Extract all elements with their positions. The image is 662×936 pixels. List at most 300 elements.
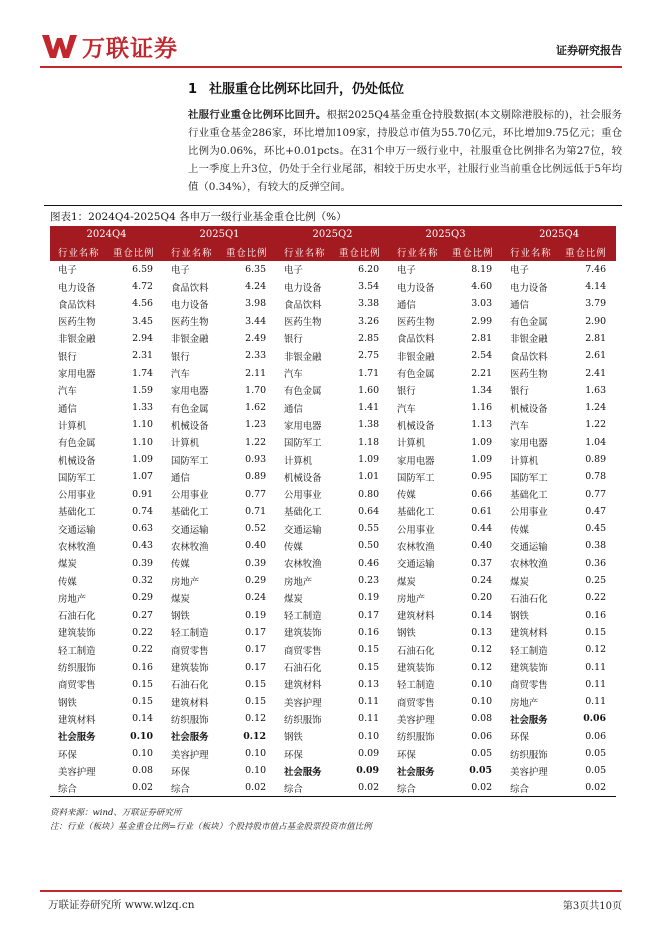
industry-cell: 电子 <box>171 265 190 277</box>
industry-cell: 汽车 <box>171 369 190 381</box>
industry-cell: 有色金属 <box>58 438 96 450</box>
ratio-cell: 0.71 <box>245 505 267 517</box>
ratio-cell: 1.23 <box>245 419 267 431</box>
ratio-cell: 0.10 <box>130 730 154 742</box>
report-type-label: 证券研究报告 <box>556 44 622 57</box>
industry-cell: 环保 <box>397 749 416 761</box>
table-row <box>50 780 616 797</box>
industry-cell: 公用事业 <box>284 490 322 502</box>
ratio-cell: 0.12 <box>585 644 607 656</box>
ratio-cell: 3.45 <box>132 315 154 327</box>
industry-cell: 家用电器 <box>171 386 209 398</box>
industry-cell: 石油石化 <box>58 611 96 623</box>
ratio-cell: 1.22 <box>245 436 267 448</box>
ratio-cell: 1.09 <box>358 454 380 465</box>
ratio-cell: 0.78 <box>585 471 607 483</box>
ratio-cell: 2.54 <box>471 350 493 362</box>
industry-cell: 煤炭 <box>171 593 190 605</box>
ratio-cell: 0.40 <box>471 540 493 552</box>
industry-column-header: 行业名称 <box>163 243 226 260</box>
paragraph-lead: 社服行业重仓比例环比回升。 <box>188 109 327 121</box>
ratio-cell: 6.20 <box>358 263 380 275</box>
ratio-cell: 2.85 <box>358 332 380 344</box>
ratio-cell: 4.24 <box>245 281 267 293</box>
industry-cell: 非银金融 <box>510 334 548 346</box>
ratio-cell: 0.23 <box>358 575 380 587</box>
ratio-cell: 1.09 <box>471 454 493 465</box>
ratio-cell: 3.79 <box>585 298 607 310</box>
ratio-cell: 2.99 <box>471 315 493 327</box>
industry-cell: 建筑装饰 <box>171 663 209 675</box>
ratio-cell: 0.12 <box>245 713 267 725</box>
industry-cell: 通信 <box>58 403 77 415</box>
ratio-cell: 3.38 <box>358 298 380 310</box>
industry-cell: 国防军工 <box>171 455 209 467</box>
industry-cell: 食品饮料 <box>58 299 96 311</box>
industry-cell: 轻工制造 <box>284 611 322 623</box>
ratio-cell: 1.70 <box>245 384 267 396</box>
ratio-cell: 0.37 <box>471 557 493 569</box>
industry-cell: 农林牧渔 <box>284 559 322 571</box>
ratio-cell: 0.29 <box>245 575 267 587</box>
table-row <box>50 745 616 762</box>
industry-cell: 汽车 <box>397 403 416 415</box>
ratio-cell: 2.90 <box>585 315 607 327</box>
industry-cell: 有色金属 <box>510 317 548 329</box>
ratio-column-header: 重仓比例 <box>113 243 163 260</box>
industry-cell: 公用事业 <box>58 490 96 502</box>
industry-cell: 机械设备 <box>58 455 96 467</box>
ratio-cell: 1.24 <box>585 402 607 414</box>
ratio-cell: 0.02 <box>452 780 502 797</box>
period-header: 2025Q3 <box>389 226 502 243</box>
industry-cell: 农林牧渔 <box>58 541 96 553</box>
ratio-cell: 0.13 <box>471 626 493 638</box>
ratio-cell: 1.01 <box>358 471 380 483</box>
ratio-cell: 0.05 <box>469 765 493 777</box>
industry-cell: 房地产 <box>58 593 87 605</box>
industry-cell: 电力设备 <box>510 282 548 294</box>
ratio-cell: 0.24 <box>245 592 267 604</box>
period-header: 2025Q1 <box>163 226 276 243</box>
industry-cell: 传媒 <box>171 559 190 571</box>
ratio-cell: 2.21 <box>471 367 493 379</box>
ratio-cell: 0.63 <box>132 523 154 535</box>
table-row <box>50 520 616 537</box>
ratio-cell: 0.14 <box>132 713 154 725</box>
industry-cell: 钢铁 <box>171 611 190 623</box>
ratio-cell: 3.03 <box>471 298 493 310</box>
industry-cell: 计算机 <box>171 438 200 450</box>
ratio-cell: 0.89 <box>585 454 607 465</box>
industry-cell: 公用事业 <box>171 490 209 502</box>
ratio-cell: 0.24 <box>471 575 493 587</box>
ratio-cell: 0.11 <box>358 696 380 708</box>
ratio-cell: 0.32 <box>132 575 154 587</box>
ratio-cell: 1.74 <box>132 367 154 379</box>
ratio-cell: 0.12 <box>243 730 267 742</box>
industry-cell: 医药生物 <box>284 317 322 329</box>
industry-cell: 电力设备 <box>397 282 435 294</box>
industry-cell: 轻工制造 <box>397 680 435 692</box>
industry-cell: 建筑装饰 <box>58 628 96 640</box>
industry-cell: 钢铁 <box>284 732 303 744</box>
industry-cell: 计算机 <box>58 420 87 432</box>
ratio-cell: 0.44 <box>471 523 493 535</box>
industry-cell: 食品饮料 <box>171 282 209 294</box>
source-line: 资料来源：wind、万联证券研究所 <box>50 808 182 818</box>
ratio-cell: 0.06 <box>583 713 607 725</box>
ratio-cell: 0.11 <box>358 713 380 725</box>
industry-cell: 传媒 <box>284 541 303 553</box>
ratio-cell: 1.10 <box>132 436 154 448</box>
ratio-cell: 0.22 <box>132 644 154 656</box>
industry-cell: 传媒 <box>510 524 529 536</box>
ratio-cell: 0.12 <box>471 661 493 673</box>
ratio-cell: 2.41 <box>585 367 607 379</box>
ratio-cell: 0.17 <box>245 644 267 656</box>
ratio-cell: 2.81 <box>585 332 607 344</box>
industry-column-header: 行业名称 <box>50 243 113 260</box>
wanlian-logo-icon <box>40 32 80 60</box>
industry-column-header: 行业名称 <box>502 243 565 260</box>
table-row <box>50 399 616 416</box>
header-divider <box>40 66 622 68</box>
ratio-cell: 1.34 <box>471 384 493 396</box>
industry-cell: 银行 <box>510 386 529 398</box>
ratio-cell: 0.15 <box>358 644 380 656</box>
industry-cell: 银行 <box>171 351 190 363</box>
industry-cell: 综合 <box>502 780 565 797</box>
ratio-cell: 0.15 <box>132 678 154 690</box>
industry-cell: 国防军工 <box>397 472 435 484</box>
table-row <box>50 416 616 433</box>
ratio-cell: 0.15 <box>132 696 154 708</box>
ratio-cell: 0.15 <box>358 661 380 673</box>
industry-cell: 建筑材料 <box>58 714 96 726</box>
table-row <box>50 364 616 381</box>
industry-cell: 医药生物 <box>397 317 435 329</box>
ratio-cell: 0.15 <box>245 678 267 690</box>
industry-cell: 机械设备 <box>397 420 435 432</box>
industry-cell: 通信 <box>397 299 416 311</box>
industry-cell: 建筑装饰 <box>397 663 435 675</box>
industry-cell: 有色金属 <box>397 369 435 381</box>
industry-cell: 纺织服饰 <box>510 749 548 761</box>
ratio-cell: 4.72 <box>132 281 154 293</box>
industry-cell: 商贸零售 <box>58 680 96 692</box>
table-row <box>50 555 616 572</box>
ratio-cell: 1.09 <box>132 454 154 465</box>
table-row <box>50 710 616 727</box>
ratio-cell: 0.10 <box>471 696 493 708</box>
industry-cell: 商贸零售 <box>284 645 322 657</box>
table-row <box>50 312 616 329</box>
ratio-cell: 0.10 <box>132 748 154 760</box>
ratio-cell: 0.50 <box>358 540 380 552</box>
ratio-cell: 0.39 <box>132 557 154 569</box>
ratio-cell: 0.17 <box>358 609 380 621</box>
industry-cell: 社会服务 <box>397 766 435 778</box>
industry-cell: 农林牧渔 <box>171 541 209 553</box>
ratio-cell: 1.59 <box>132 384 154 396</box>
industry-cell: 电子 <box>284 265 303 277</box>
ratio-cell: 0.16 <box>358 626 380 638</box>
table-row <box>50 589 616 606</box>
industry-cell: 轻工制造 <box>171 628 209 640</box>
ratio-cell: 1.09 <box>471 436 493 448</box>
industry-cell: 社会服务 <box>171 732 209 744</box>
industry-cell: 轻工制造 <box>510 645 548 657</box>
industry-cell: 电力设备 <box>58 282 96 294</box>
industry-cell: 建筑装饰 <box>284 628 322 640</box>
ratio-cell: 1.41 <box>358 402 380 414</box>
industry-cell: 建筑材料 <box>284 680 322 692</box>
ratio-cell: 3.98 <box>245 298 267 310</box>
table-row <box>50 468 616 485</box>
section-heading <box>188 78 404 97</box>
industry-cell: 纺织服饰 <box>397 732 435 744</box>
ratio-cell: 0.02 <box>565 780 616 797</box>
figure-caption-bar <box>44 205 622 225</box>
footer-institute: 万联证券研究所 www.wlzq.cn <box>48 899 195 911</box>
industry-cell: 电子 <box>397 265 416 277</box>
table-row <box>50 762 616 779</box>
industry-cell: 商贸零售 <box>397 697 435 709</box>
industry-cell: 医药生物 <box>510 369 548 381</box>
industry-cell: 国防军工 <box>510 472 548 484</box>
industry-column-header: 行业名称 <box>389 243 452 260</box>
ratio-cell: 4.56 <box>132 298 154 310</box>
ratio-column-header: 重仓比例 <box>452 243 502 260</box>
industry-cell: 石油石化 <box>284 663 322 675</box>
ratio-cell: 0.17 <box>245 626 267 638</box>
table-row <box>50 382 616 399</box>
ratio-cell: 0.47 <box>585 505 607 517</box>
industry-column-header: 行业名称 <box>276 243 339 260</box>
industry-cell: 钢铁 <box>58 697 77 709</box>
industry-cell: 纺织服饰 <box>284 714 322 726</box>
industry-cell: 房地产 <box>171 576 200 588</box>
table-row <box>50 485 616 502</box>
industry-cell: 银行 <box>284 334 303 346</box>
ratio-cell: 0.09 <box>358 748 380 760</box>
figure-table-container <box>50 226 616 797</box>
ratio-cell: 2.11 <box>245 367 267 379</box>
industry-cell: 基础化工 <box>58 507 96 519</box>
table-body <box>50 261 616 797</box>
ratio-cell: 0.61 <box>471 505 493 517</box>
industry-cell: 交通运输 <box>397 559 435 571</box>
industry-cell: 机械设备 <box>171 420 209 432</box>
ratio-cell: 0.19 <box>358 592 380 604</box>
ratio-cell: 0.89 <box>245 471 267 483</box>
industry-cell: 非银金融 <box>397 351 435 363</box>
ratio-cell: 0.08 <box>132 765 154 777</box>
footer-divider <box>40 890 622 892</box>
industry-cell: 环保 <box>510 732 529 744</box>
ratio-cell: 0.36 <box>585 557 607 569</box>
ratio-cell: 0.10 <box>471 678 493 690</box>
table-row <box>50 728 616 745</box>
ratio-cell: 0.22 <box>132 626 154 638</box>
ratio-cell: 2.49 <box>245 332 267 344</box>
ratio-cell: 4.14 <box>585 281 607 293</box>
paragraph-body: 根据2025Q4基金重仓持股数据(本文剔除港股标的)，社会服务行业重仓基金286家，环比增加109家，持股总市值为55.70亿元，环比增加9.75亿元；重仓比例为0.06%，环比+0.01pcts。在31个申万一级行业中，社服重仓比例排名为第27位，较上一季度上升3位，仍处于全行业尾部，相较于历史水平，社服行业当前重仓比例远低于5年均值（0.34%），有较大的反弹空间。 <box>188 109 622 193</box>
industry-cell: 煤炭 <box>58 559 77 571</box>
period-header-row <box>50 226 616 243</box>
industry-cell: 国防军工 <box>284 438 322 450</box>
industry-cell: 基础化工 <box>510 490 548 502</box>
industry-cell: 食品饮料 <box>284 299 322 311</box>
industry-cell: 轻工制造 <box>58 645 96 657</box>
industry-cell: 煤炭 <box>510 576 529 588</box>
ratio-cell: 0.77 <box>245 488 267 500</box>
table-row <box>50 676 616 693</box>
company-logo <box>40 30 178 62</box>
industry-cell: 电子 <box>510 265 529 277</box>
industry-cell: 美容护理 <box>171 749 209 761</box>
ratio-cell: 0.10 <box>245 748 267 760</box>
ratio-cell: 2.75 <box>358 350 380 362</box>
ratio-cell: 1.33 <box>132 402 154 414</box>
ratio-cell: 0.25 <box>585 575 607 587</box>
period-header: 2025Q4 <box>502 226 616 243</box>
ratio-cell: 0.17 <box>245 661 267 673</box>
industry-cell: 纺织服饰 <box>171 714 209 726</box>
ratio-cell: 0.15 <box>245 696 267 708</box>
ratio-cell: 1.10 <box>132 419 154 431</box>
ratio-cell: 0.11 <box>585 661 607 673</box>
ratio-cell: 0.55 <box>358 523 380 535</box>
ratio-cell: 2.61 <box>585 350 607 362</box>
ratio-cell: 0.20 <box>471 592 493 604</box>
ratio-cell: 2.81 <box>471 332 493 344</box>
industry-cell: 食品饮料 <box>510 351 548 363</box>
industry-cell: 社会服务 <box>58 732 96 744</box>
period-header: 2025Q2 <box>276 226 389 243</box>
industry-cell: 房地产 <box>397 593 426 605</box>
ratio-cell: 0.74 <box>132 505 154 517</box>
ratio-cell: 0.40 <box>245 540 267 552</box>
industry-cell: 建筑材料 <box>171 697 209 709</box>
industry-cell: 煤炭 <box>284 593 303 605</box>
industry-cell: 非银金融 <box>284 351 322 363</box>
ratio-cell: 3.26 <box>358 315 380 327</box>
ratio-cell: 2.33 <box>245 350 267 362</box>
ratio-cell: 2.31 <box>132 350 154 362</box>
industry-cell: 建筑材料 <box>397 611 435 623</box>
industry-cell: 公用事业 <box>397 524 435 536</box>
ratio-column-header: 重仓比例 <box>226 243 276 260</box>
logo-text: 万联证券 <box>82 35 178 62</box>
industry-cell: 纺织服饰 <box>58 663 96 675</box>
industry-cell: 公用事业 <box>510 507 548 519</box>
ratio-cell: 0.11 <box>585 678 607 690</box>
ratio-cell: 0.39 <box>245 557 267 569</box>
ratio-cell: 0.15 <box>585 626 607 638</box>
industry-cell: 计算机 <box>397 438 426 450</box>
industry-cell: 食品饮料 <box>397 334 435 346</box>
industry-cell: 银行 <box>58 351 77 363</box>
ratio-cell: 0.09 <box>356 765 380 777</box>
industry-cell: 汽车 <box>510 420 529 432</box>
industry-cell: 汽车 <box>284 369 303 381</box>
ratio-cell: 0.45 <box>585 523 607 535</box>
industry-cell: 商贸零售 <box>171 645 209 657</box>
table-row <box>50 278 616 295</box>
industry-cell: 交通运输 <box>171 524 209 536</box>
ratio-cell: 6.35 <box>245 263 267 275</box>
industry-cell: 社会服务 <box>284 766 322 778</box>
industry-cell: 传媒 <box>58 576 77 588</box>
ratio-cell: 0.38 <box>585 540 607 552</box>
ratio-cell: 0.77 <box>585 488 607 500</box>
industry-cell: 机械设备 <box>284 472 322 484</box>
fund-holding-ratio-table <box>50 226 616 797</box>
industry-cell: 煤炭 <box>397 576 416 588</box>
industry-cell: 计算机 <box>510 455 539 467</box>
industry-cell: 环保 <box>58 749 77 761</box>
ratio-cell: 0.02 <box>113 780 163 797</box>
industry-cell: 农林牧渔 <box>510 559 548 571</box>
ratio-cell: 0.95 <box>471 471 493 483</box>
ratio-cell: 0.14 <box>471 609 493 621</box>
table-row <box>50 261 616 278</box>
ratio-cell: 0.11 <box>585 696 607 708</box>
industry-cell: 美容护理 <box>284 697 322 709</box>
ratio-cell: 0.19 <box>245 609 267 621</box>
industry-cell: 社会服务 <box>510 714 548 726</box>
industry-cell: 石油石化 <box>397 645 435 657</box>
industry-cell: 医药生物 <box>171 317 209 329</box>
source-notes <box>50 806 372 834</box>
ratio-cell: 1.04 <box>585 436 607 448</box>
ratio-cell: 1.60 <box>358 384 380 396</box>
ratio-cell: 0.16 <box>132 661 154 673</box>
industry-cell: 家用电器 <box>58 369 96 381</box>
industry-cell: 房地产 <box>284 576 313 588</box>
body-paragraph <box>188 106 622 196</box>
industry-cell: 商贸零售 <box>510 680 548 692</box>
industry-cell: 非银金融 <box>171 334 209 346</box>
ratio-cell: 0.05 <box>585 748 607 760</box>
industry-cell: 交通运输 <box>284 524 322 536</box>
industry-cell: 银行 <box>397 386 416 398</box>
industry-cell: 交通运输 <box>58 524 96 536</box>
table-row <box>50 347 616 364</box>
ratio-cell: 1.63 <box>585 384 607 396</box>
ratio-cell: 1.13 <box>471 419 493 431</box>
industry-cell: 电子 <box>58 265 77 277</box>
table-row <box>50 451 616 468</box>
industry-cell: 钢铁 <box>397 628 416 640</box>
ratio-cell: 0.02 <box>339 780 389 797</box>
ratio-cell: 0.64 <box>358 505 380 517</box>
industry-cell: 基础化工 <box>171 507 209 519</box>
industry-cell: 综合 <box>276 780 339 797</box>
industry-cell: 美容护理 <box>510 766 548 778</box>
section-number: 1 <box>188 82 198 97</box>
industry-cell: 通信 <box>171 472 190 484</box>
industry-cell: 家用电器 <box>510 438 548 450</box>
table-row <box>50 624 616 641</box>
section-title: 社服重仓比例环比回升，仍处低位 <box>209 82 405 97</box>
ratio-cell: 0.46 <box>358 557 380 569</box>
ratio-cell: 0.05 <box>471 748 493 760</box>
ratio-cell: 8.19 <box>471 263 493 275</box>
industry-cell: 机械设备 <box>510 403 548 415</box>
